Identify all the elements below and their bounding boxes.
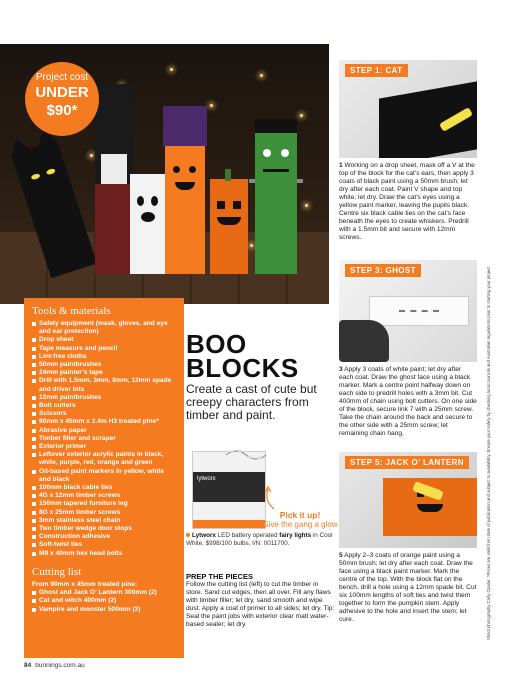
step-5-label: STEP 5: JACK O’ LANTERN [345, 456, 469, 469]
article-title [186, 329, 299, 383]
tools-list-item: 12mm paintbrushes [32, 394, 176, 402]
tools-list-item: Safety equipment (mask, gloves, and eye and ear protection) [32, 320, 176, 336]
tools-list-item: Timber filler and scraper [32, 435, 176, 443]
tools-list-item: Construction adhesive [32, 533, 176, 541]
caption-brand: Lytworx [192, 532, 216, 539]
tools-list-item: 24mm painter’s tape [32, 369, 176, 377]
step-5-photo [339, 452, 477, 548]
step-1-label: STEP 1: CAT [345, 64, 408, 77]
ghost-block [130, 174, 166, 274]
tools-list-item: Exterior primer [32, 443, 176, 451]
product-photo [186, 445, 334, 567]
tools-list-item: Abrasive paper [32, 427, 176, 435]
tools-list-item: Drop sheet [32, 336, 176, 344]
witch-block [165, 114, 205, 274]
vampire-block [95, 84, 133, 274]
fairy-light [260, 74, 263, 77]
step-5-body: Apply 2–3 coats of orange paint using a 50mm brush; let dry after each coat. Draw the face using a black paint marker. Mark the centre of the top. With the block flat on the bench, drill a hole using a 12mm spade bit. Cut six 100mm lengths of soft ties and twist them together to form the pumpkin stem. Apply adhesive to the hole and insert the stem; let cure. [339, 552, 477, 623]
tools-list-item: 8G x 25mm timber screws [32, 509, 176, 517]
bullet-icon [186, 533, 190, 537]
tools-list-item: 50mm paintbrushes [32, 361, 176, 369]
cutting-list-intro: From 90mm x 45mm treated pine: [32, 580, 138, 588]
tools-list-item: Two timber wedge door stops [32, 525, 176, 533]
page-footer [24, 662, 85, 669]
cutting-list-heading: Cutting list [32, 565, 82, 578]
caption-text-1: LED battery operated [215, 532, 280, 539]
prep-body: Follow the cutting list (left) to cut the timber in store. Sand cut edges, then all over. Fill any flaws with timber filler; let dry, sand smooth and wipe dust. Apply a coat of primer to all sides; let dry. Tip: Seal the paint jobs with exterior clear matt water-based sealer; let dry. [186, 581, 335, 628]
tools-heading: Tools & materials [32, 305, 111, 317]
side-credit [486, 265, 494, 640]
monster-block [255, 119, 297, 274]
pickup-line-2: Give the gang a glow [262, 520, 338, 529]
tools-list-item: 4G x 12mm timber screws [32, 492, 176, 500]
step-5-text [339, 552, 477, 624]
article-subtitle: Create a cast of cute but creepy characters from timber and paint. [186, 382, 317, 422]
cutting-list-item: Vampire and monster 500mm (2) [32, 606, 176, 614]
step-3-body: Apply 3 coats of white paint; let dry after each coat. Draw the ghost face using a black marker. Mark a centre point halfway down on each side to predrill holes with a 3mm bit. Cut 400mm of chain using bolt cutters. On one side of the block, secure link 7 with a 25mm screw. Take the chain around the back and secure to the other side with a 25mm screw; let remaining chain hang. [339, 366, 477, 437]
cutting-list [32, 589, 176, 614]
step-1-text [339, 162, 477, 242]
step-1-photo [339, 60, 477, 158]
step-1-number: 1 [339, 162, 343, 169]
step-3-label: STEP 3: GHOST [345, 264, 421, 277]
tools-list-item: Oil-based paint markers in yellow, white and black [32, 468, 176, 484]
product-brand: lytworx [197, 476, 216, 482]
pickup-callout [255, 510, 345, 529]
cutting-list-item: Cat and witch 400mm (2) [32, 597, 176, 605]
tools-list-item: 100mm black cable ties [32, 484, 176, 492]
badge-line-2: UNDER [35, 84, 89, 101]
tools-list-item: 3mm stainless steel chain [32, 517, 176, 525]
pickup-line-1: Pick it up! [279, 510, 321, 520]
step-3-photo [339, 260, 477, 362]
caption-product: fairy lights [279, 532, 312, 539]
tools-panel [24, 298, 184, 658]
badge-line-3: $90* [46, 102, 78, 119]
fairy-light [170, 68, 173, 71]
fairy-light [305, 204, 308, 207]
drill [339, 320, 389, 362]
tools-list-item: Scissors [32, 410, 176, 418]
caption-text-2: in Cool White, $998/100 bulbs, I/N: 0011700. [186, 532, 333, 547]
cutting-list-item: Ghost and Jack O’ Lantern 300mm (2) [32, 589, 176, 597]
step-3-text [339, 366, 477, 438]
fairy-light [210, 104, 213, 107]
badge-line-1: Project cost [35, 72, 89, 83]
footer-site: bunnings.com.au [35, 662, 85, 669]
tools-list-item: Soft-twist ties [32, 541, 176, 549]
tools-list-item: Tape measure and pencil [32, 345, 176, 353]
page-number: 84 [24, 662, 32, 669]
pumpkin-mouth [417, 504, 443, 512]
tools-list [32, 320, 176, 558]
tools-list-item: 90mm x 45mm x 2.4m H3 treated pine* [32, 418, 176, 426]
prep-heading: PREP THE PIECES [186, 572, 253, 581]
fairy-light [300, 114, 303, 117]
tools-list-item: 150mm tapered furniture leg [32, 500, 176, 508]
tools-list-item: M8 x 40mm hex head bolts [32, 550, 176, 558]
pumpkin-block [210, 179, 248, 274]
title-line-1: BOO [186, 329, 247, 359]
step-5-number: 5 [339, 552, 343, 559]
fairy-light [90, 154, 93, 157]
fairy-light [250, 244, 253, 247]
light-string-icon [226, 447, 266, 463]
product-caption [186, 532, 334, 547]
tools-list-item: Bolt cutters [32, 402, 176, 410]
title-line-2: BLOCKS [186, 353, 299, 383]
tools-list-item: Lint-free cloths [32, 353, 176, 361]
side-credit-text: Shoot photography Carly Cipolar. *Prices are valid from date of publication and subject to availability. Ensure your safety by checking local councils and Australian regulations prior to starting your project. [486, 265, 491, 640]
step-1-body: Working on a drop sheet, mask off a V at the top of the block for the cat’s ears, then apply 3 coats of black paint using a 50mm brush; let dry after each coat. Paint V shape and top white; let dry. Draw the cat’s eyes using a yellow paint marker, leaving the pupils black. Centre six black cable ties on the cat’s face beneath the eyes to create whiskers. Predrill with a 1.5mm bit and secure with 12mm screws. [339, 162, 475, 241]
arrow-icon [262, 485, 278, 511]
chain [399, 310, 439, 316]
tools-list-item: Leftover exterior acrylic paints in black, white, purple, red, orange and green [32, 451, 176, 467]
tools-list-item: Drill with 1.5mm, 3mm, 8mm, 12mm spade and driver bits [32, 377, 176, 393]
project-cost-badge [25, 62, 99, 136]
step-3-number: 3 [339, 366, 343, 373]
